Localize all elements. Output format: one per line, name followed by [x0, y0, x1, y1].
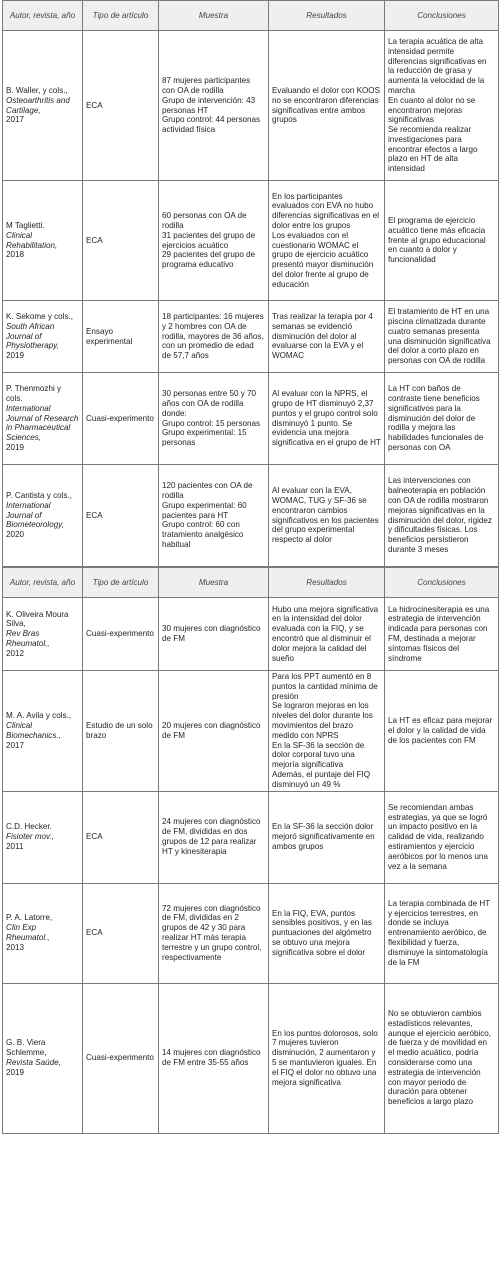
- cell-results: Evaluando el dolor con KOOS no se encontraron diferencias significativas entre ambos grupos: [269, 31, 385, 181]
- cell-results: Al evaluar con la EVA, WOMAC, TUG y SF-36 se encontraron cambios significativos en los pacientes del grupo experimental respecto al dolor: [269, 465, 385, 567]
- table-row: [3, 598, 499, 671]
- table-row: [3, 883, 499, 983]
- author-name: P. Cantista y cols.,: [6, 491, 72, 500]
- studies-table-osteoarthritis: [2, 0, 499, 567]
- journal-name: Clinical Biomechanics.,: [6, 720, 61, 740]
- cell-type: Cuasi-experimento: [83, 983, 159, 1133]
- author-name: M. A. Avila y cols.,: [6, 711, 72, 721]
- table-row: [3, 791, 499, 883]
- author-name: K. Sekome y cols.,: [6, 312, 74, 321]
- cell-type: Estudio de un solo brazo: [83, 671, 159, 792]
- publication-year: 2019: [6, 1067, 25, 1077]
- journal-name: Fisioter mov.,: [6, 832, 54, 842]
- cell-type: ECA: [83, 465, 159, 567]
- header-author: Autor, revista, año: [3, 1, 83, 31]
- journal-name: Revista Saúde,: [6, 1058, 61, 1068]
- journal-name: Clin Exp Rheumatol.,: [6, 923, 50, 943]
- header-sample: Muestra: [159, 1, 269, 31]
- table-header-row: [3, 568, 499, 598]
- cell-results: En la SF-36 la sección dolor mejoró significativamente en ambos grupos: [269, 791, 385, 883]
- header-sample: Muestra: [159, 568, 269, 598]
- journal-name: International Journal of Research in Pharmaceutical Sciences,: [6, 403, 81, 443]
- journal-name: International Journal of Biometeorology,: [6, 500, 64, 530]
- header-results: Resultados: [269, 568, 385, 598]
- header-type: Tipo de artículo: [83, 1, 159, 31]
- cell-conclusions: No se obtuvieron cambios estadísticos relevantes, aunque el ejercicio aeróbico, de fuerza y de movilidad en el medio acuático, podría considerarse como una estrategia de intervención con mayor periodo de duración para obtener beneficios a largo plazo: [385, 983, 499, 1133]
- cell-sample: 30 mujeres con diagnóstico de FM: [159, 598, 269, 671]
- studies-table-fibromyalgia: [2, 567, 499, 1134]
- cell-type: Ensayo experimental: [83, 301, 159, 373]
- table-row: [3, 31, 499, 181]
- cell-conclusions: El tratamiento de HT en una piscina climatizada durante cuatro semanas presenta una disminución significativa del dolor a corto plazo en personas con OA de rodilla: [385, 301, 499, 373]
- table-row: [3, 465, 499, 567]
- cell-author: [3, 373, 83, 465]
- author-name: M Taglietti.: [6, 220, 45, 230]
- author-name: C.D. Hecker.: [6, 822, 52, 832]
- cell-author: [3, 671, 83, 792]
- table-row: [3, 373, 499, 465]
- header-author: Autor, revista, año: [3, 568, 83, 598]
- table-row: [3, 671, 499, 792]
- cell-results: Al evaluar con la NPRS, el grupo de HT disminuyó 2,37 puntos y el grupo control solo disminuyó 1 punto. Se evidencia una mejora significativa en el grupo de HT: [269, 373, 385, 465]
- cell-conclusions: La HT es eficaz para mejorar el dolor y la calidad de vida de los pacientes con FM: [385, 671, 499, 792]
- author-name: B. Waller, y cols.,: [6, 85, 68, 95]
- table-row: [3, 983, 499, 1133]
- cell-conclusions: El programa de ejercicio acuático tiene más eficacia frente al grupo educacional en cuanto a dolor y funcionalidad: [385, 181, 499, 301]
- cell-sample: 18 participantes: 16 mujeres y 2 hombres con OA de rodilla, mayores de 36 años, con un promedio de edad de 57,7 años: [159, 301, 269, 373]
- publication-year: 2012: [6, 648, 25, 658]
- cell-type: ECA: [83, 791, 159, 883]
- journal-name: Rev Bras Rheumatol.,: [6, 629, 50, 648]
- cell-results: En la FIQ, EVA, puntos sensibles positivos, y en las puntuaciones del algómetro se obtuvo una mejora significativa sobre el dolor: [269, 883, 385, 983]
- cell-author: [3, 31, 83, 181]
- publication-year: 2017: [6, 115, 25, 125]
- cell-sample: 87 mujeres participantes con OA de rodilla Grupo de intervención: 43 personas HT Grupo control: 44 personas actividad física: [159, 31, 269, 181]
- table-row: [3, 181, 499, 301]
- cell-sample: 72 mujeres con diagnóstico de FM, divididas en 2 grupos de 42 y 30 para realizar HT más terapia terrestre y un grupo control, respectivamente: [159, 883, 269, 983]
- cell-results: En los participantes evaluados con EVA no hubo diferencias significativas en el dolor entre los grupos Los evaluados con el cuestionario WOMAC el grupo de ejercicio acuático presentó mayor disminución del dolor frente al grupo de educación: [269, 181, 385, 301]
- journal-name: Clinical Rehabilitation,: [6, 230, 58, 250]
- author-name: G. B. Viera Schlemme,: [6, 1038, 48, 1058]
- cell-author: [3, 301, 83, 373]
- cell-results: Para los PPT aumentó en 8 puntos la cantidad mínima de presión Se lograron mejoras en los niveles del dolor durante los movimientos del brazo medido con NPRS En la SF-36 la sección de dolor corporal tuvo una mejoría significativa Además, el puntaje del FIQ disminuyó un 49 %: [269, 671, 385, 792]
- header-conclusions: Conclusiones: [385, 568, 499, 598]
- journal-name: South African Journal of Physiotherapy,: [6, 321, 59, 351]
- cell-results: En los puntos dolorosos, solo 7 mujeres tuvieron disminución, 2 aumentaron y 5 se mantuvieron iguales. En el FIQ el dolor no obtuvo una mejora significativa: [269, 983, 385, 1133]
- publication-year: 2020: [6, 530, 25, 540]
- header-results: Resultados: [269, 1, 385, 31]
- cell-type: Cuasi-experimento: [83, 598, 159, 671]
- publication-year: 2019: [6, 351, 25, 361]
- cell-type: Cuasi-experimento: [83, 373, 159, 465]
- journal-name: Osteoarthritis and Cartilage,: [6, 95, 73, 115]
- cell-sample: 24 mujeres con diagnóstico de FM, divididas en dos grupos de 12 para realizar HT y kinesiterapia: [159, 791, 269, 883]
- publication-year: 2019: [6, 442, 25, 452]
- cell-results: Hubo una mejora significativa en la intensidad del dolor evaluada con la FIQ, y se encontró que al disminuir el dolor mejora la calidad del sueño: [269, 598, 385, 671]
- cell-sample: 20 mujeres con diagnóstico de FM: [159, 671, 269, 792]
- publication-year: 2018: [6, 250, 25, 260]
- cell-sample: 60 personas con OA de rodilla 31 pacientes del grupo de ejercicios acuático 29 pacientes del grupo de programa educativo: [159, 181, 269, 301]
- cell-conclusions: La terapia combinada de HT y ejercicios terrestres, en donde se incluya entrenamiento aeróbico, de flexibilidad y fuerza, disminuye la sintomatología de la FM: [385, 883, 499, 983]
- author-name: P. Thenmozhi y cols.: [6, 384, 64, 403]
- cell-sample: 120 pacientes con OA de rodilla Grupo experimental: 60 pacientes para HT Grupo control: 60 con tratamiento analgésico habitual: [159, 465, 269, 567]
- table-body: [3, 31, 499, 567]
- publication-year: 2017: [6, 740, 25, 750]
- author-name: K. Oliveira Moura Silva,: [6, 609, 71, 629]
- table-row: [3, 301, 499, 373]
- cell-conclusions: La hidrocinesiterapia es una estrategia de intervención indicada para personas con FM, destinada a mejorar síntomas físicos del síndrome: [385, 598, 499, 671]
- cell-sample: 14 mujeres con diagnóstico de FM entre 35-55 años: [159, 983, 269, 1133]
- cell-author: [3, 598, 83, 671]
- cell-author: [3, 465, 83, 567]
- cell-results: Tras realizar la terapia por 4 semanas se evidenció disminución del dolor al evaluarse con la EVA y el WOMAC: [269, 301, 385, 373]
- cell-conclusions: Las intervenciones con balneoterapia en población con OA de rodilla mostraron mejoras significativas en la disminución del dolor, rigidez y dificultades físicas. Los beneficios persistieron durante 3 meses: [385, 465, 499, 567]
- cell-author: [3, 181, 83, 301]
- cell-type: ECA: [83, 883, 159, 983]
- cell-author: [3, 983, 83, 1133]
- table-body: [3, 598, 499, 1134]
- cell-type: ECA: [83, 31, 159, 181]
- cell-conclusions: Se recomiendan ambas estrategias, ya que se logró un impacto positivo en la calidad de vida, realizando estiramientos y ejercicio aeróbicos por lo menos una vez a la semana: [385, 791, 499, 883]
- cell-author: [3, 883, 83, 983]
- cell-sample: 30 personas entre 50 y 70 años con OA de rodilla donde: Grupo control: 15 personas Grupo experimental: 15 personas: [159, 373, 269, 465]
- header-conclusions: Conclusiones: [385, 1, 499, 31]
- header-type: Tipo de artículo: [83, 568, 159, 598]
- publication-year: 2011: [6, 841, 24, 851]
- table-header-row: [3, 1, 499, 31]
- cell-type: ECA: [83, 181, 159, 301]
- publication-year: 2013: [6, 942, 25, 952]
- cell-conclusions: La HT con baños de contraste tiene beneficios significativos para la disminución del dolor de rodilla y mejora las habilidades funcionales de personas con OA: [385, 373, 499, 465]
- author-name: P. A. Latorre,: [6, 913, 53, 923]
- cell-author: [3, 791, 83, 883]
- cell-conclusions: La terapia acuática de alta intensidad permite diferencias significativas en la reducción de grasa y aumenta la velocidad de la marcha En cuanto al dolor no se encontraron mejoras significativas Se recomienda realizar investigaciones para encontrar efectos a largo plazo en HT de alta intensidad: [385, 31, 499, 181]
